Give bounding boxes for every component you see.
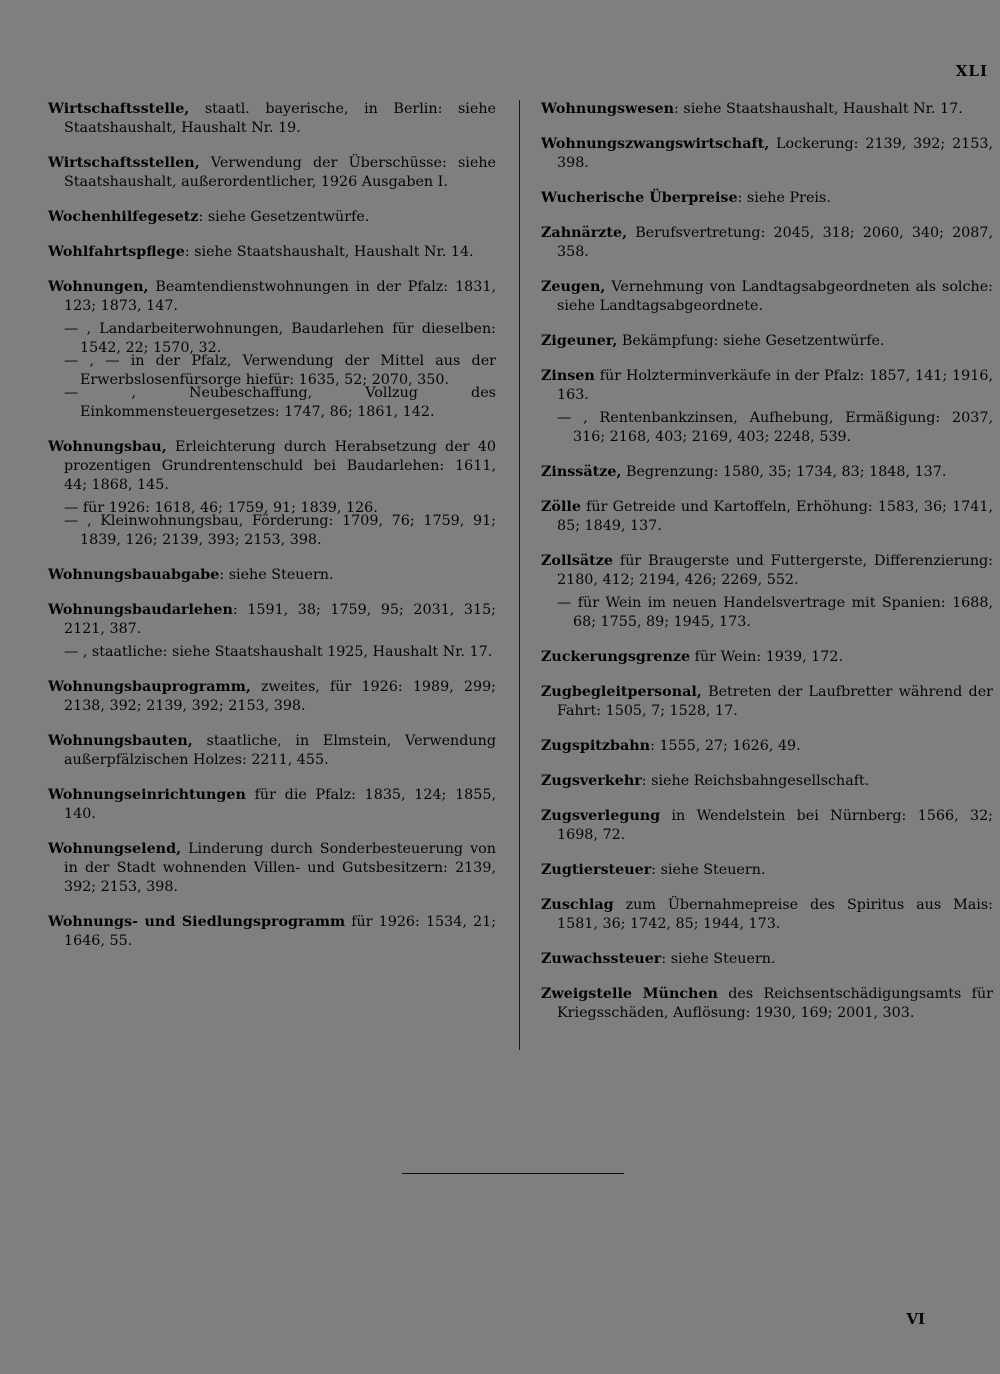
entry-heading: Zugbegleitpersonal, (541, 684, 702, 700)
entry-heading: Zahnärzte, (541, 225, 628, 241)
entry-heading: Zuschlag (541, 897, 614, 913)
entry-text: Begrenzung: 1580, 35; 1734, 83; 1848, 137. (621, 464, 947, 480)
index-entry (541, 100, 993, 119)
index-subentry (541, 594, 993, 632)
index-entry (541, 332, 993, 351)
index-entry (541, 135, 993, 173)
index-entry (48, 913, 496, 951)
entry-text: : siehe Staatshaushalt, Haushalt Nr. 17. (674, 101, 963, 117)
index-subentry (48, 384, 496, 422)
entry-heading: Wohnungsbau, (48, 439, 167, 455)
index-entry (541, 950, 993, 969)
index-entry (541, 985, 993, 1023)
entry-heading: Wohnungszwangswirtschaft, (541, 136, 770, 152)
entry-text: Linderung durch Sonderbesteuerung von in der Stadt wohnenden Villen- und Gutsbesitzern: 2139, 392; 2153, 398. (64, 841, 496, 895)
index-entry (48, 100, 496, 138)
entry-heading: Wohnungselend, (48, 841, 182, 857)
column-rule (519, 100, 520, 1050)
index-entry (48, 601, 496, 639)
entry-text: — , Rentenbankzinsen, Aufhebung, Ermäßigung: 2037, 316; 2168, 403; 2169, 403; 2248, 539. (557, 410, 993, 445)
entry-heading: Zuwachssteuer (541, 951, 662, 967)
index-entry (541, 896, 993, 934)
entry-heading: Wirtschaftsstelle, (48, 101, 190, 117)
index-entry (48, 243, 496, 262)
entry-text: in Wendelstein bei Nürnberg: 1566, 32; 1698, 72. (557, 808, 993, 843)
page-number: XLI (955, 62, 988, 80)
entry-heading: Zigeuner, (541, 333, 618, 349)
index-entry (48, 840, 496, 897)
index-entry (541, 737, 993, 756)
entry-text: : siehe Steuern. (651, 862, 766, 878)
entry-heading: Wucherische Überpreise (541, 190, 738, 206)
entry-heading: Zugsverkehr (541, 773, 642, 789)
index-entry (541, 224, 993, 262)
entry-text: staatl. bayerische, in Berlin: siehe Staatshaushalt, Haushalt Nr. 19. (64, 101, 496, 136)
entry-text: Erleichterung durch Herabsetzung der 40 prozentigen Grundrentenschuld bei Baudarlehen: 1611, 44; 1868, 145. (64, 439, 496, 493)
entry-heading: Wohnungsbauten, (48, 733, 193, 749)
index-entry (541, 189, 993, 208)
index-entry (48, 732, 496, 770)
entry-text: zum Übernahmepreise des Spiritus aus Mais: 1581, 36; 1742, 85; 1944, 173. (557, 897, 993, 932)
entry-heading: Zeugen, (541, 279, 606, 295)
entry-heading: Wohnungswesen (541, 101, 674, 117)
entry-text: für Wein: 1939, 172. (690, 649, 844, 665)
entry-text: für Braugerste und Futtergerste, Differenzierung: 2180, 412; 2194, 426; 2269, 552. (557, 553, 993, 588)
entry-text: : siehe Reichsbahngesellschaft. (641, 773, 870, 789)
entry-heading: Wochenhilfegesetz (48, 209, 199, 225)
index-entry (48, 154, 496, 192)
entry-heading: Zugtiersteuer (541, 862, 652, 878)
index-entry (48, 278, 496, 316)
entry-heading: Zuckerungsgrenze (541, 649, 691, 665)
index-subentry (541, 409, 993, 447)
end-divider (402, 1173, 624, 1174)
entry-text: Vernehmung von Landtagsabgeordneten als solche: siehe Landtagsabgeordnete. (557, 279, 993, 314)
entry-text: — , staatliche: siehe Staatshaushalt 1925, Haushalt Nr. 17. (64, 644, 493, 660)
index-entry (48, 678, 496, 716)
entry-text: : siehe Preis. (737, 190, 831, 206)
entry-text: für Holzterminverkäufe in der Pfalz: 1857, 141; 1916, 163. (557, 368, 993, 403)
entry-heading: Wohnungen, (48, 279, 149, 295)
entry-text: : siehe Staatshaushalt, Haushalt Nr. 14. (184, 244, 474, 260)
entry-heading: Wohlfahrtspflege (48, 244, 185, 260)
entry-text: : 1555, 27; 1626, 49. (650, 738, 801, 754)
entry-text: — für Wein im neuen Handelsvertrage mit Spanien: 1688, 68; 1755, 89; 1945, 173. (557, 595, 993, 630)
index-column-left (48, 100, 496, 967)
entry-heading: Zugsverlegung (541, 808, 661, 824)
index-entry (48, 208, 496, 227)
entry-text: Lockerung: 2139, 392; 2153, 398. (557, 136, 993, 171)
entry-heading: Wohnungs- und Siedlungsprogramm (48, 914, 346, 930)
index-entry (541, 683, 993, 721)
index-entry (48, 786, 496, 824)
index-entry (541, 772, 993, 791)
entry-text: : siehe Steuern. (661, 951, 776, 967)
entry-text: — , Neubeschaffung, Vollzug des Einkommensteuergesetzes: 1747, 86; 1861, 142. (64, 385, 496, 420)
index-entry (48, 566, 496, 585)
entry-text: für Getreide und Kartoffeln, Erhöhung: 1583, 36; 1741, 85; 1849, 137. (557, 499, 993, 534)
entry-text: staatliche, in Elmstein, Verwendung außerpfälzischen Holzes: 2211, 455. (64, 733, 496, 768)
entry-text: : siehe Steuern. (219, 567, 334, 583)
entry-heading: Zugspitzbahn (541, 738, 651, 754)
entry-heading: Zollsätze (541, 553, 613, 569)
entry-text: Betreten der Laufbretter während der Fahrt: 1505, 7; 1528, 17. (557, 684, 993, 719)
index-entry (541, 807, 993, 845)
entry-text: — , Landarbeiterwohnungen, Baudarlehen für dieselben: 1542, 22; 1570, 32. (64, 321, 496, 356)
entry-text: — für 1926: 1618, 46; 1759, 91; 1839, 126. (64, 500, 378, 516)
index-entry (541, 498, 993, 536)
entry-heading: Zölle (541, 499, 581, 515)
entry-text: Bekämpfung: siehe Gesetzentwürfe. (617, 333, 885, 349)
entry-text: des Reichsentschädigungsamts für Kriegsschäden, Auflösung: 1930, 169; 2001, 303. (557, 986, 993, 1021)
index-subentry (48, 512, 496, 550)
index-entry (541, 861, 993, 880)
index-entry (541, 367, 993, 405)
entry-heading: Wohnungsbauabgabe (48, 567, 220, 583)
entry-heading: Wohnungsbauprogramm, (48, 679, 251, 695)
entry-text: zweites, für 1926: 1989, 299; 2138, 392; 2139, 392; 2153, 398. (64, 679, 496, 714)
index-entry (541, 463, 993, 482)
index-entry (541, 648, 993, 667)
index-column-right (541, 100, 993, 1039)
entry-heading: Wohnungseinrichtungen (48, 787, 246, 803)
entry-text: — , — in der Pfalz, Verwendung der Mittel aus der Erwerbslosenfürsorge hiefür: 1635, 52; 2070, 350. (64, 353, 496, 388)
entry-text: für 1926: 1534, 21; 1646, 55. (64, 914, 497, 949)
entry-text: : 1591, 38; 1759, 95; 2031, 315; 2121, 387. (64, 602, 496, 637)
entry-text: — , Kleinwohnungsbau, Förderung: 1709, 76; 1759, 91; 1839, 126; 2139, 393; 2153, 398. (64, 513, 496, 548)
index-entry (541, 278, 993, 316)
entry-heading: Wirtschaftsstellen, (48, 155, 200, 171)
index-subentry (48, 643, 496, 662)
entry-text: Beamtendienstwohnungen in der Pfalz: 1831, 123; 1873, 147. (64, 279, 496, 314)
entry-text: Berufsvertretung: 2045, 318; 2060, 340; 2087, 358. (557, 225, 993, 260)
entry-heading: Wohnungsbaudarlehen (48, 602, 233, 618)
signature-mark: VI (906, 1310, 925, 1328)
entry-heading: Zinsen (541, 368, 595, 384)
entry-text: Verwendung der Überschüsse: siehe Staatshaushalt, außerordentlicher, 1926 Ausgaben I. (64, 155, 496, 190)
index-entry (48, 438, 496, 495)
entry-heading: Zweigstelle München (541, 986, 718, 1002)
index-entry (541, 552, 993, 590)
entry-heading: Zinssätze, (541, 464, 622, 480)
entry-text: : siehe Gesetzentwürfe. (198, 209, 370, 225)
entry-text: für die Pfalz: 1835, 124; 1855, 140. (64, 787, 496, 822)
